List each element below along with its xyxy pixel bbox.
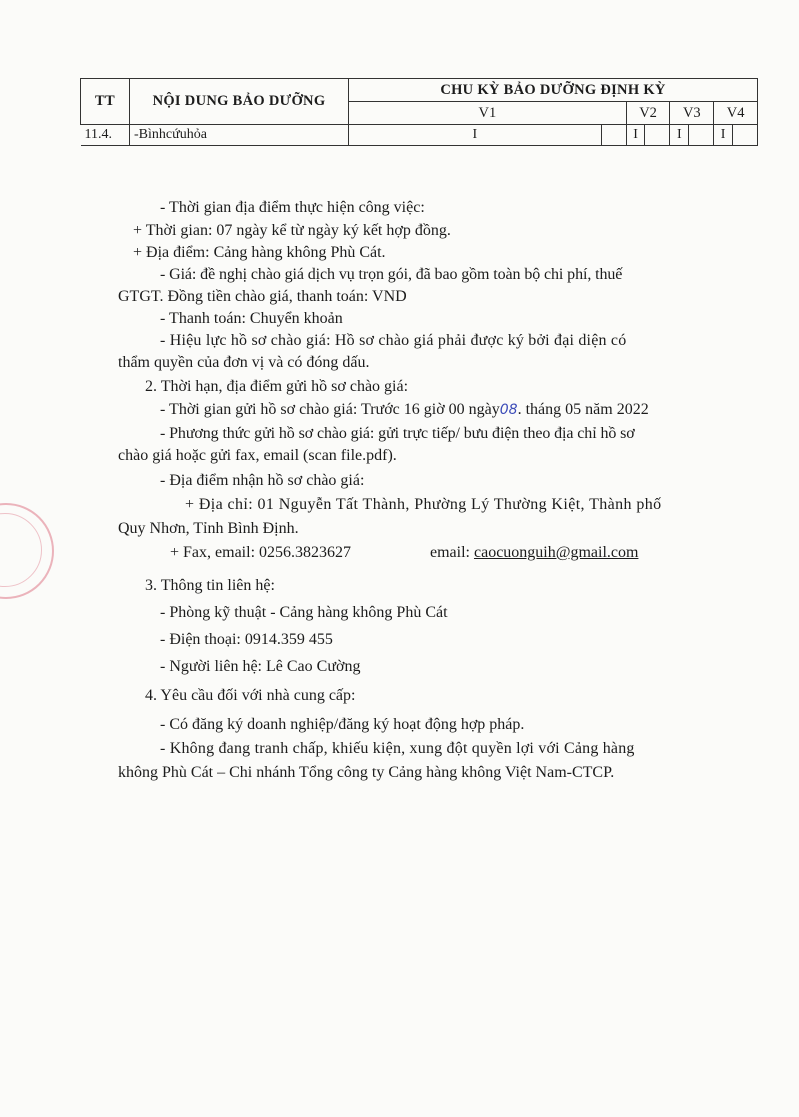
- validity-line-2: thẩm quyền của đơn vị và có đóng dấu.: [118, 354, 370, 371]
- place-line: + Địa điểm: Cảng hàng không Phù Cát.: [133, 244, 386, 261]
- header-cycle: CHU KỲ BẢO DƯỠNG ĐỊNH KỲ: [349, 79, 758, 102]
- address-line-1: + Địa chỉ: 01 Nguyễn Tất Thành, Phường Lý Thường Kiệt, Thành phố: [185, 496, 662, 513]
- row-content: -Bìnhcứuhỏa: [130, 125, 349, 146]
- row-v2: I: [626, 125, 645, 146]
- email-label: email:: [430, 544, 470, 561]
- row-v4-blank: [733, 125, 758, 146]
- row-v4: I: [714, 125, 733, 146]
- section4-heading: 4. Yêu cầu đối với nhà cung cấp:: [145, 687, 356, 704]
- header-v2: V2: [626, 102, 670, 125]
- price-line-2: GTGT. Đồng tiền chào giá, thanh toán: VND: [118, 288, 407, 305]
- time-place-line: - Thời gian địa điểm thực hiện công việc:: [160, 199, 425, 216]
- receive-line: - Địa điểm nhận hồ sơ chào giá:: [160, 472, 365, 489]
- time-line: + Thời gian: 07 ngày kể từ ngày ký kết hợp đồng.: [133, 222, 451, 239]
- section3-heading: 3. Thông tin liên hệ:: [145, 577, 275, 594]
- table-row: [81, 125, 758, 146]
- contact-line: - Người liên hệ: Lê Cao Cường: [160, 658, 361, 675]
- maintenance-table: [80, 78, 758, 146]
- fax-line: + Fax, email: 0256.3823627: [170, 544, 352, 561]
- row-v3-blank: [689, 125, 714, 146]
- row-v2-blank: [645, 125, 670, 146]
- header-v4: V4: [714, 102, 758, 125]
- table-header-row: [81, 79, 758, 102]
- row-tt: 11.4.: [81, 125, 130, 146]
- req2-line-1: - Không đang tranh chấp, khiếu kiện, xung đột quyền lợi với Cảng hàng: [160, 740, 635, 757]
- header-tt: TT: [81, 79, 130, 125]
- address-line-2: Quy Nhơn, Tỉnh Bình Định.: [118, 520, 299, 537]
- email-line: [430, 543, 638, 563]
- method-line-1: - Phương thức gửi hồ sơ chào giá: gửi trực tiếp/ bưu điện theo địa chỉ hồ sơ: [160, 425, 635, 442]
- email-link[interactable]: caocuonguih@gmail.com: [473, 544, 639, 561]
- deadline-day-handwritten: 08: [499, 402, 518, 418]
- req1-line: - Có đăng ký doanh nghiệp/đăng ký hoạt động hợp pháp.: [160, 716, 525, 733]
- method-line-2: chào giá hoặc gửi fax, email (scan file.pdf).: [118, 447, 397, 464]
- price-line-1: - Giá: đề nghị chào giá dịch vụ trọn gói, đã bao gồm toàn bộ chi phí, thuế: [160, 266, 623, 283]
- header-v1: V1: [349, 102, 627, 125]
- deadline-prefix: - Thời gian gửi hồ sơ chào giá: Trước 16 giờ 00 ngày: [160, 401, 500, 418]
- deadline-line: [160, 400, 649, 420]
- payment-line: - Thanh toán: Chuyển khoản: [160, 310, 343, 327]
- row-v1: I: [349, 125, 602, 146]
- dept-line: - Phòng kỹ thuật - Cảng hàng không Phù Cát: [160, 604, 448, 621]
- row-v1-blank: [601, 125, 626, 146]
- validity-line-1: - Hiệu lực hồ sơ chào giá: Hồ sơ chào giá phải được ký bởi đại diện có: [160, 332, 627, 349]
- header-v3: V3: [670, 102, 714, 125]
- section2-heading: 2. Thời hạn, địa điểm gửi hồ sơ chào giá:: [145, 378, 409, 395]
- req2-line-2: không Phù Cát – Chi nhánh Tổng công ty Cảng hàng không Việt Nam-CTCP.: [118, 764, 615, 781]
- phone-line: - Điện thoại: 0914.359 455: [160, 631, 333, 648]
- header-content: NỘI DUNG BẢO DƯỠNG: [130, 79, 349, 125]
- deadline-suffix: . tháng 05 năm 2022: [517, 401, 649, 418]
- row-v3: I: [670, 125, 689, 146]
